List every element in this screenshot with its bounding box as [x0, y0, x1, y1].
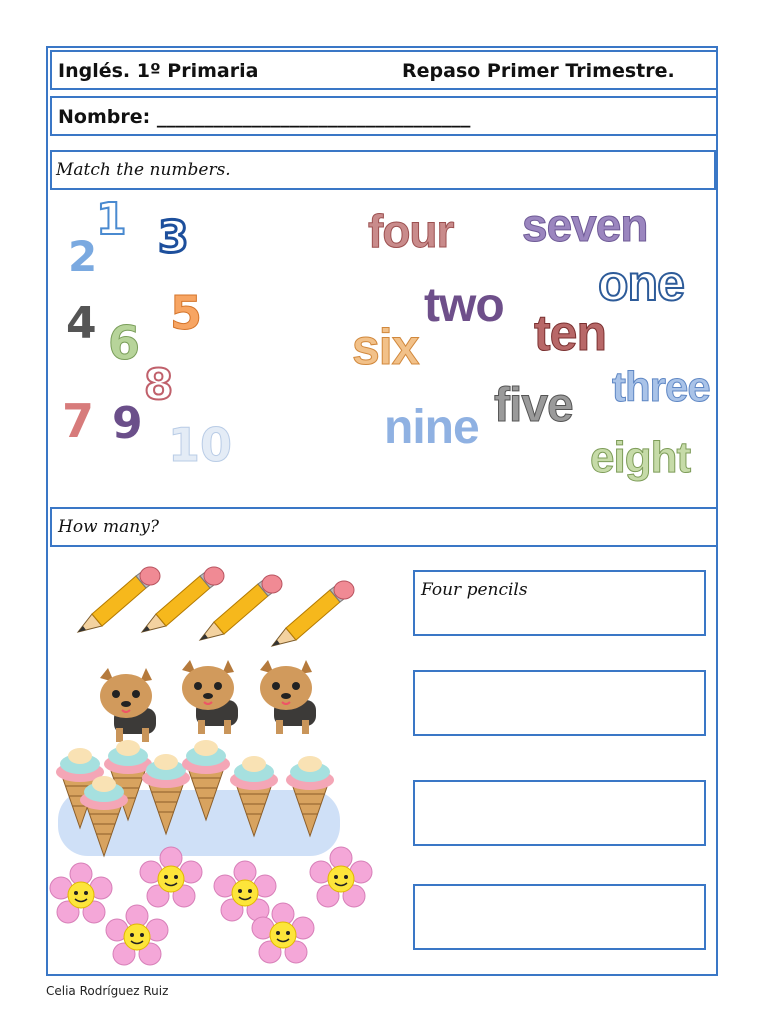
dog-icon: [94, 668, 162, 744]
flower-icon: [50, 864, 112, 926]
word-eight[interactable]: eight: [590, 433, 691, 482]
number-5[interactable]: 5: [170, 286, 203, 340]
word-seven[interactable]: seven: [522, 199, 648, 251]
pencil-icon: [272, 580, 354, 650]
word-ten[interactable]: ten: [534, 305, 606, 361]
word-five[interactable]: five: [494, 379, 573, 432]
howmany-instruction-box: [50, 507, 718, 547]
word-one[interactable]: one: [598, 255, 684, 311]
number-10[interactable]: 10: [168, 418, 233, 472]
icecream-icon: [226, 750, 282, 838]
answer-box-dogs[interactable]: [413, 670, 706, 736]
author-footer: Celia Rodríguez Ruiz: [46, 984, 169, 998]
answer-box-flowers[interactable]: [413, 884, 706, 950]
name-box: [50, 96, 718, 136]
answer-box-pencils[interactable]: [413, 570, 706, 636]
word-two[interactable]: two: [424, 279, 504, 332]
word-three[interactable]: three: [612, 363, 710, 410]
word-nine[interactable]: nine: [384, 401, 479, 454]
worksheet-title: Repaso Primer Trimestre.: [402, 60, 675, 82]
dog-icon: [254, 660, 322, 736]
dog-icon: [176, 660, 244, 736]
subject-label: Inglés. 1º Primaria: [58, 60, 259, 82]
flower-icon: [140, 848, 202, 910]
icecream-icon: [76, 770, 132, 858]
flower-icon: [310, 848, 372, 910]
match-instruction: Match the numbers.: [56, 160, 231, 180]
howmany-instruction: How many?: [58, 517, 159, 537]
number-8[interactable]: 8: [144, 360, 174, 409]
answer-pencils: Four pencils: [421, 580, 528, 600]
number-2[interactable]: 2: [68, 232, 98, 281]
word-four[interactable]: four: [368, 205, 454, 257]
number-4[interactable]: 4: [66, 298, 97, 349]
number-6[interactable]: 6: [108, 316, 141, 370]
number-9[interactable]: 9: [112, 398, 143, 449]
header-box: [50, 50, 718, 90]
flower-icon: [106, 906, 168, 968]
icecream-icon: [282, 750, 338, 838]
flower-icon: [252, 904, 314, 966]
answer-box-icecreams[interactable]: [413, 780, 706, 846]
name-field[interactable]: Nombre: _________________________________: [58, 106, 471, 128]
number-3[interactable]: 3: [158, 212, 189, 263]
pencil-icon: [200, 574, 282, 644]
word-six[interactable]: six: [352, 319, 419, 375]
match-instruction-box: [50, 150, 716, 190]
number-7[interactable]: 7: [62, 394, 95, 448]
number-1[interactable]: 1: [96, 194, 127, 245]
